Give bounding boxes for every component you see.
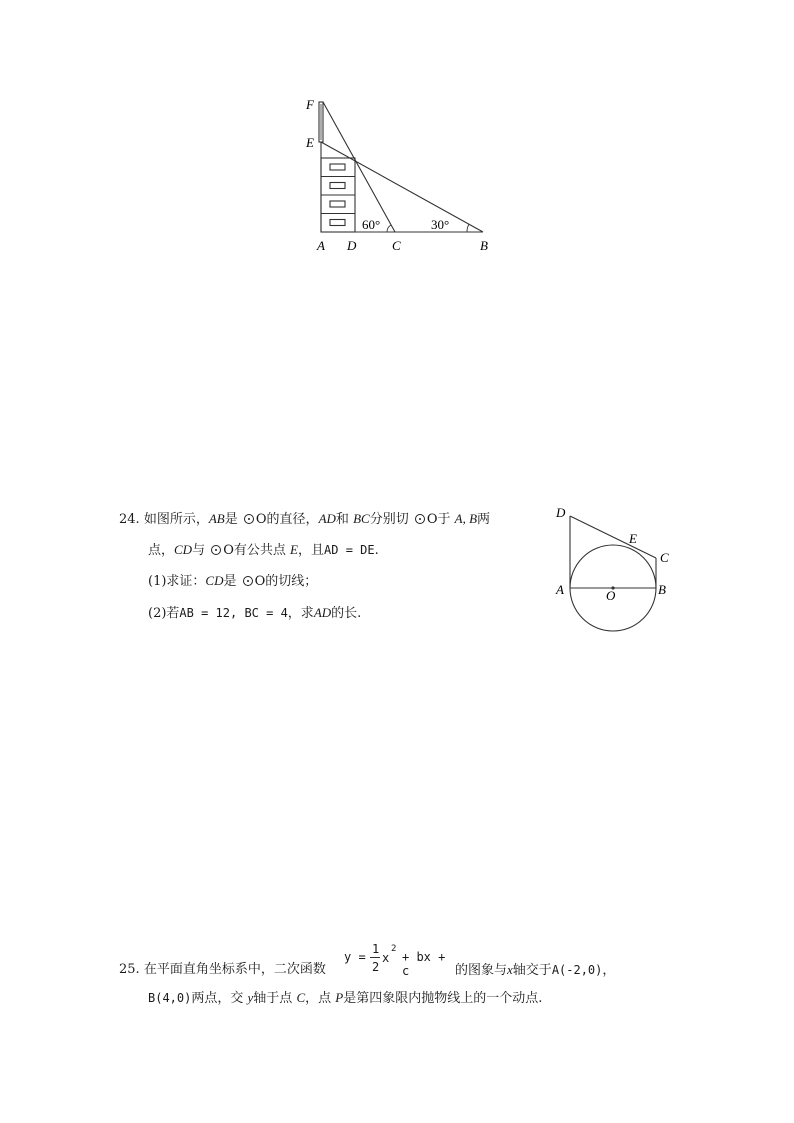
label-o2: O xyxy=(606,588,616,603)
q25-number: 25. xyxy=(119,962,140,977)
line-fc xyxy=(323,102,395,232)
angle-b-label: 30° xyxy=(431,217,450,232)
circle-dot-icon xyxy=(244,514,254,524)
label-f: F xyxy=(306,97,314,112)
figure-cabinet-triangle xyxy=(295,92,505,257)
q24-part-2: (2)若AB = 12, BC = 4，求AD的长. xyxy=(148,605,362,621)
q24-line-2: 点，CD与 O有公共点 E，且AD = DE. xyxy=(148,542,379,558)
label-a2: A xyxy=(556,582,564,597)
label-c: C xyxy=(392,238,401,253)
q24-line-1: 24. 如图所示，AB是 O的直径，AD和 BC分别切 O于 A, B两 xyxy=(119,511,491,527)
q25-line-1-cont: 的图象与x轴交于A(-2,0)， xyxy=(455,962,616,978)
label-b: B xyxy=(480,238,488,253)
label-e: E xyxy=(306,135,314,150)
label-e2: E xyxy=(629,531,637,546)
label-d2: D xyxy=(556,505,566,520)
label-c2: C xyxy=(660,550,669,565)
circle-dot-icon xyxy=(243,576,253,586)
q24-part-1: (1)求证：CD是 O的切线； xyxy=(148,573,318,589)
label-d: D xyxy=(347,238,357,253)
quadratic-equation: y = 1 2 x 2 + bx + c xyxy=(344,942,446,978)
figure-circle-tangent xyxy=(550,500,675,635)
angle-c-label: 60° xyxy=(362,217,381,232)
circle-dot-icon xyxy=(415,514,425,524)
line-dc xyxy=(570,516,656,558)
fraction-numerator: 1 xyxy=(372,942,380,956)
q25-line-2: B(4,0)两点，交 y轴于点 C，点 P是第四象限内抛物线上的一个动点. xyxy=(148,990,543,1006)
fraction-denominator: 2 xyxy=(372,960,380,974)
label-a: A xyxy=(317,238,325,253)
circle-dot-icon xyxy=(211,545,221,555)
q24-number: 24. xyxy=(119,512,140,527)
label-b2: B xyxy=(658,582,666,597)
q25-line-1: 25. 在平面直角坐标系中，二次函数 xyxy=(119,962,326,977)
